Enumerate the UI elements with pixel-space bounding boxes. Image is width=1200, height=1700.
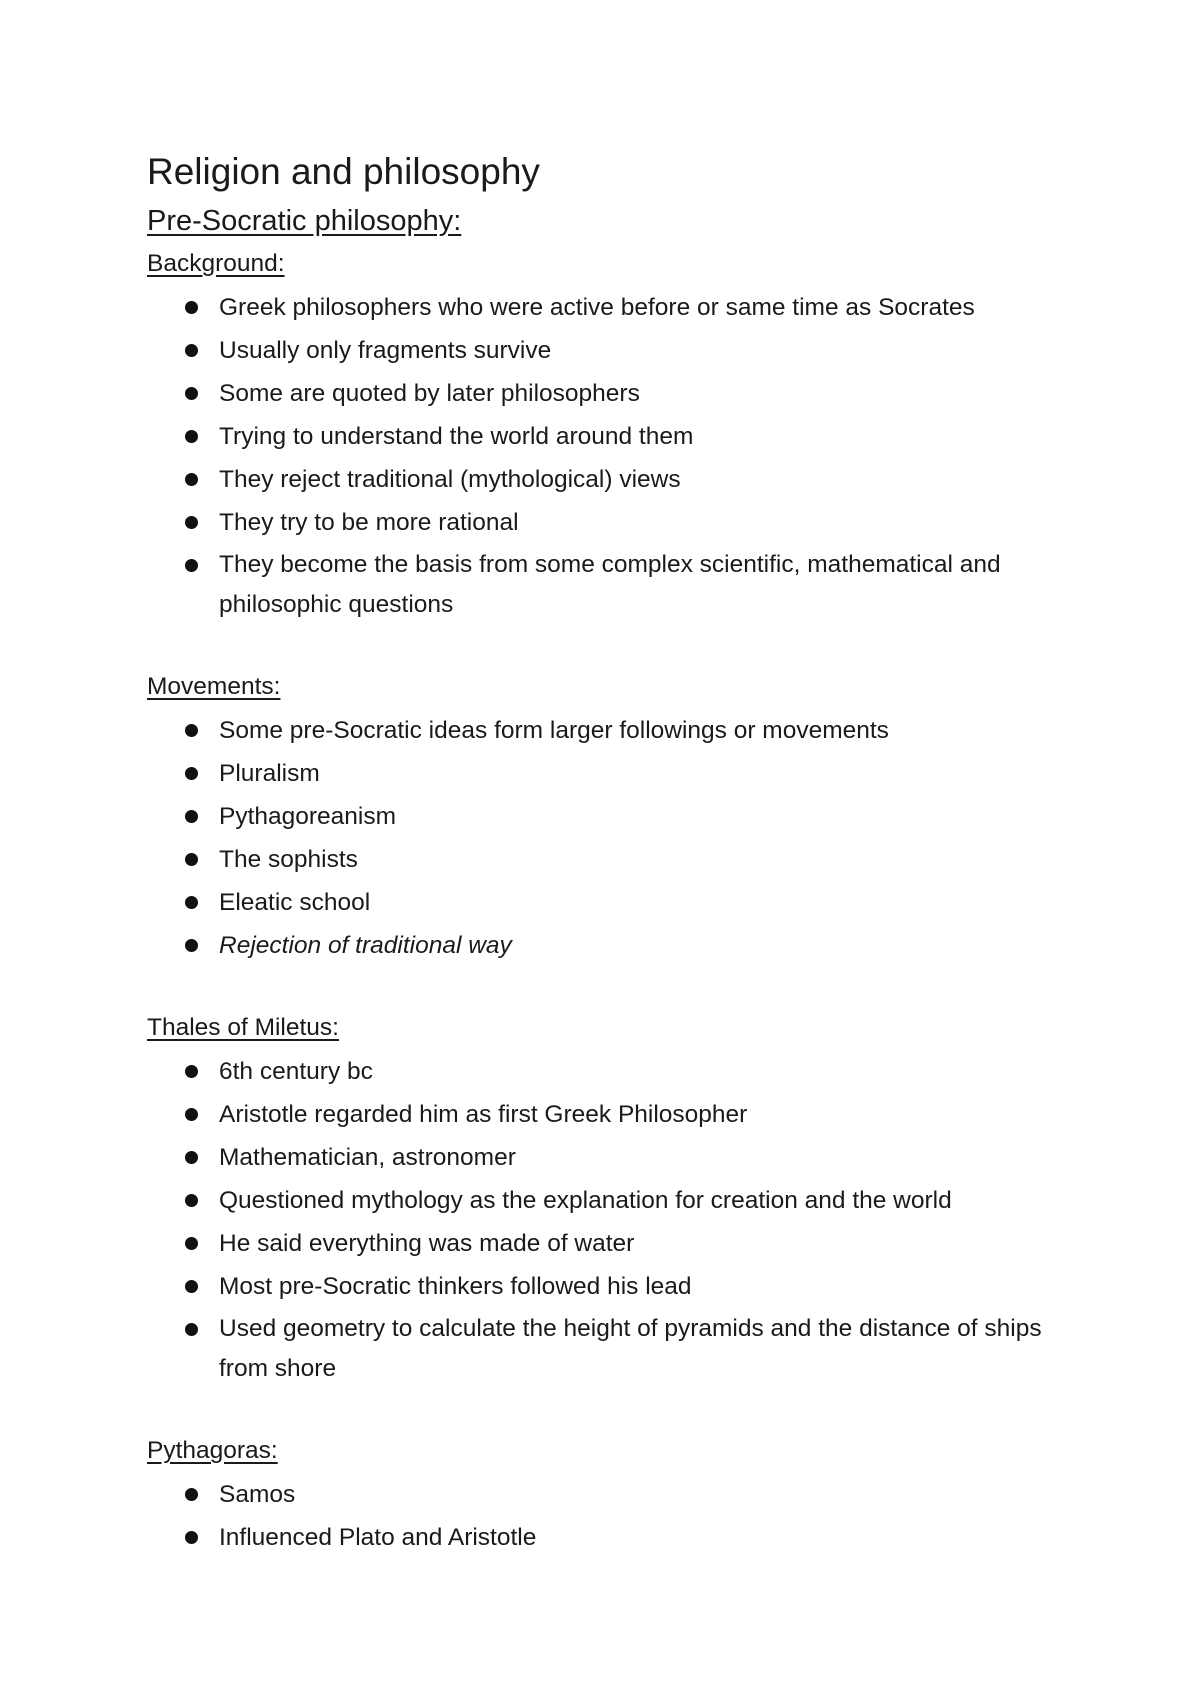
list-item: 6th century bc [147,1051,1077,1092]
list-item: Some are quoted by later philosophers [147,373,1077,414]
document-content [147,148,1077,1560]
list-item: Pythagoreanism [147,796,1077,837]
bullet-list-thales [147,1051,1077,1389]
page-title: Religion and philosophy [147,151,540,192]
section-heading-background: Background: [147,250,285,277]
page-subtitle: Pre-Socratic philosophy: [147,205,462,237]
bullet-list-background [147,287,1077,625]
list-item: Used geometry to calculate the height of pyramids and the distance of ships from shore [147,1309,1077,1389]
list-item: Greek philosophers who were active before or same time as Socrates [147,287,1077,328]
list-item: Questioned mythology as the explanation for creation and the world [147,1180,1077,1221]
list-item: Usually only fragments survive [147,330,1077,371]
list-item: Most pre-Socratic thinkers followed his lead [147,1266,1077,1307]
list-item: Eleatic school [147,882,1077,923]
list-item: The sophists [147,839,1077,880]
list-item: Influenced Plato and Aristotle [147,1517,1077,1558]
section-heading-pythagoras: Pythagoras: [147,1437,278,1464]
section-heading-movements: Movements: [147,673,281,700]
section-heading-thales: Thales of Miletus: [147,1014,339,1041]
list-item: Aristotle regarded him as first Greek Philosopher [147,1094,1077,1135]
list-item: Rejection of traditional way [147,925,1077,966]
list-item: They become the basis from some complex scientific, mathematical and philosophic questions [147,545,1077,625]
list-item: They try to be more rational [147,502,1077,543]
spacer [147,627,1077,669]
list-item: Trying to understand the world around them [147,416,1077,457]
bullet-list-movements [147,710,1077,966]
spacer [147,968,1077,1010]
list-item: He said everything was made of water [147,1223,1077,1264]
list-item: They reject traditional (mythological) views [147,459,1077,500]
list-item: Pluralism [147,753,1077,794]
list-item: Samos [147,1474,1077,1515]
bullet-list-pythagoras [147,1474,1077,1558]
list-item: Some pre-Socratic ideas form larger followings or movements [147,710,1077,751]
list-item: Mathematician, astronomer [147,1137,1077,1178]
spacer [147,1391,1077,1433]
